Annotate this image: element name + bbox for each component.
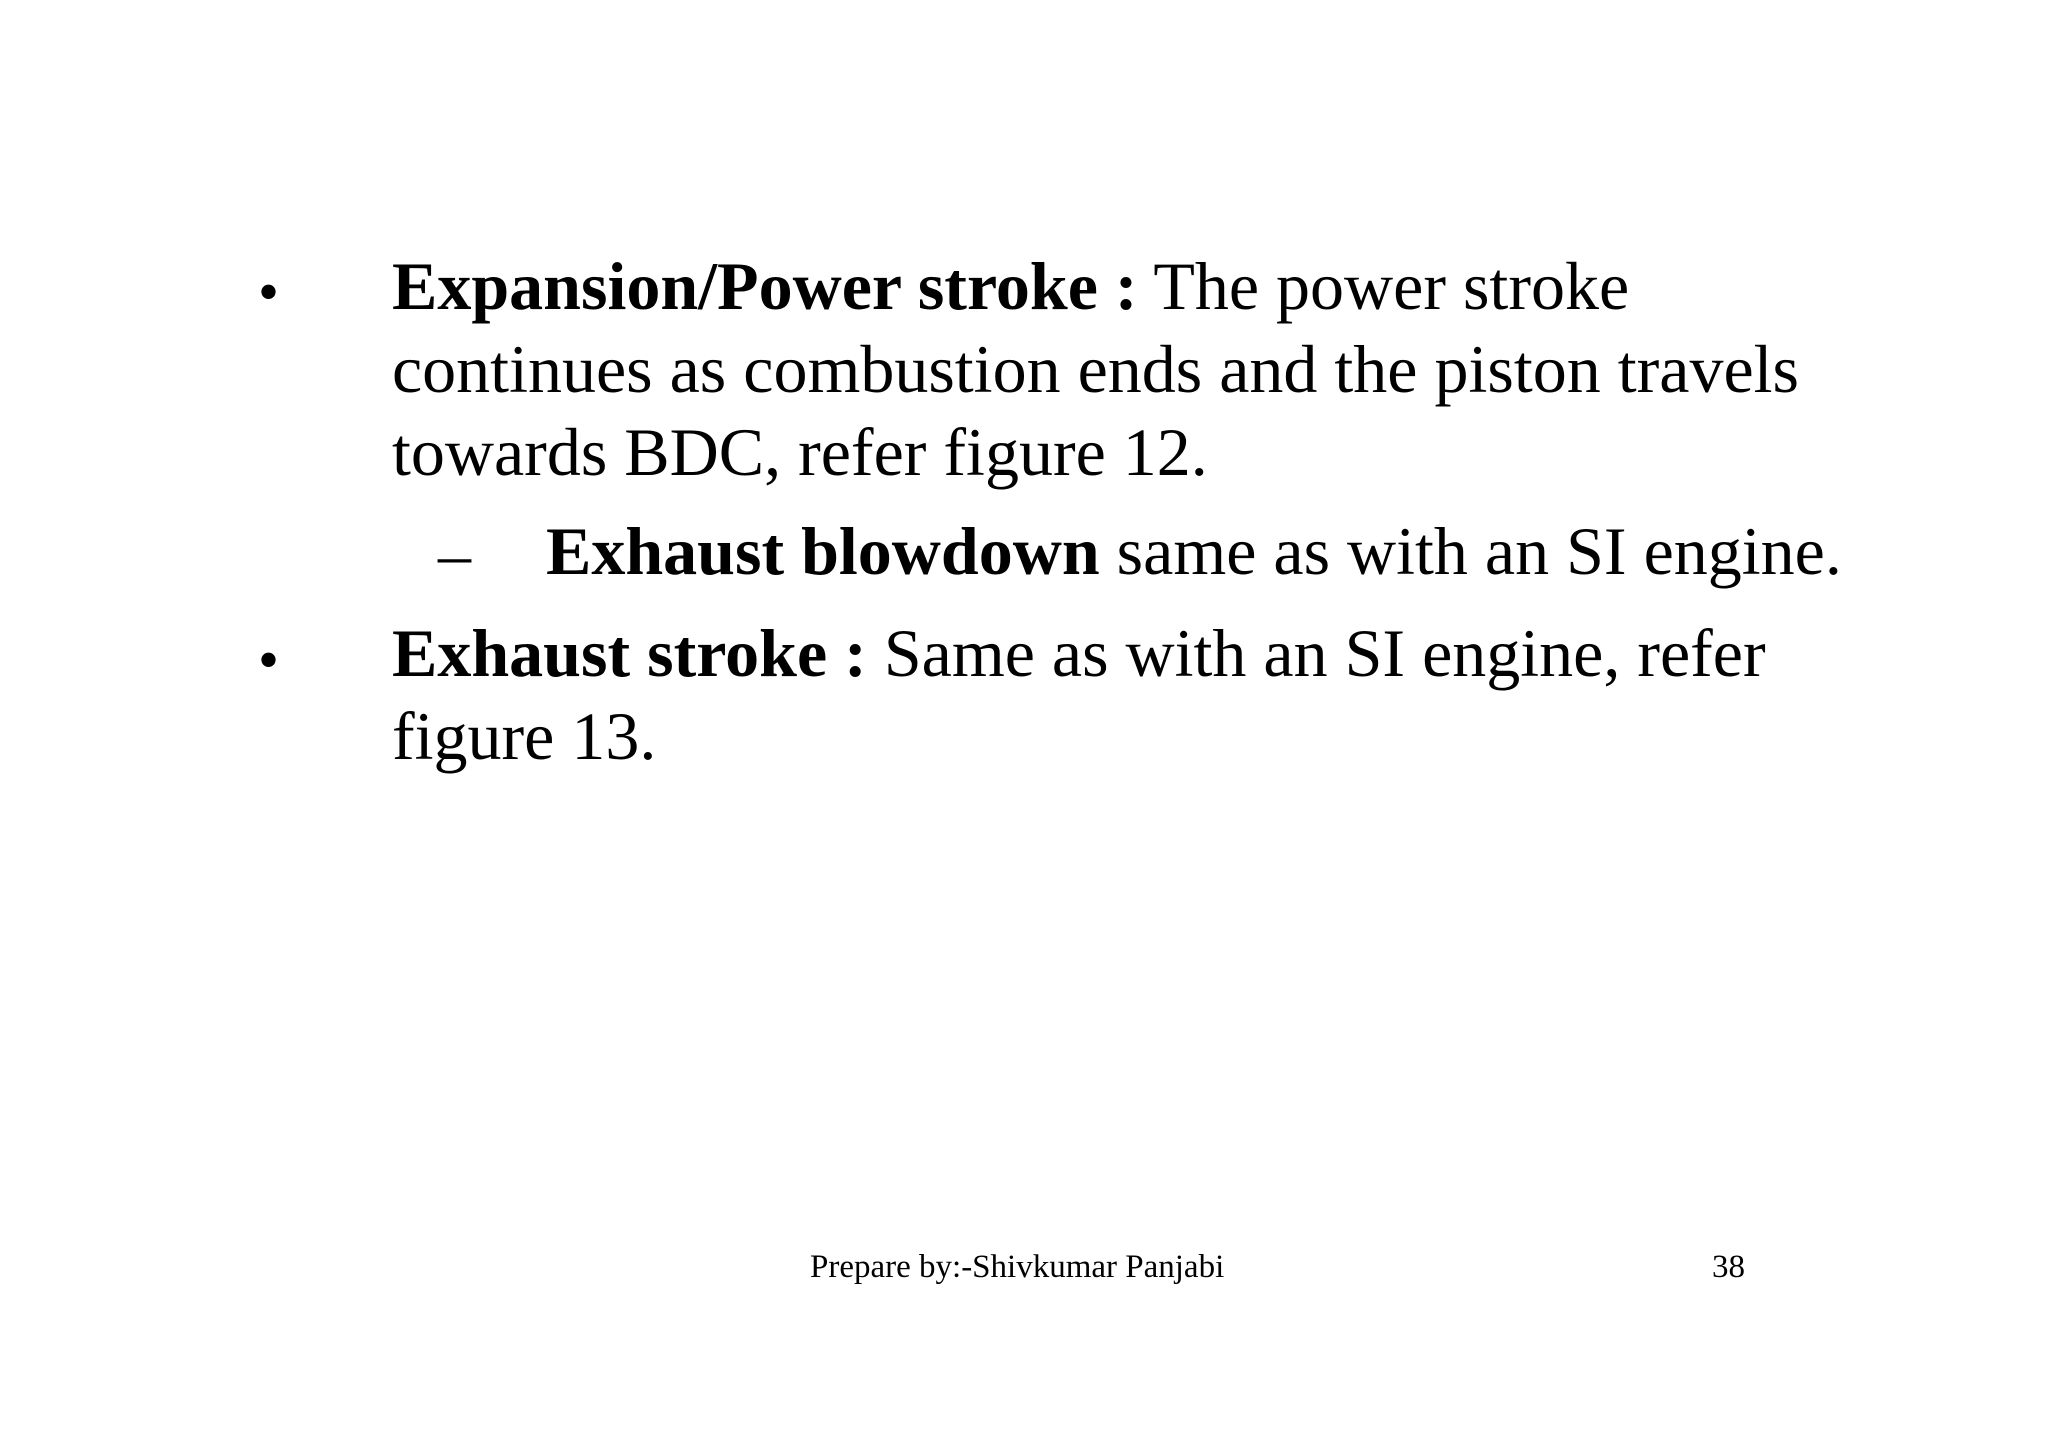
bullet-text: The power stroke [1137, 248, 1630, 324]
bullet-expansion-power-stroke [392, 245, 1799, 494]
sub-bullet-exhaust-blowdown [546, 510, 1842, 593]
bullet-term: Expansion/Power stroke : [392, 248, 1138, 324]
bullet-line: continues as combustion ends and the piston travels [392, 331, 1799, 407]
bullet-line [392, 245, 1799, 328]
bullet-marker: • [258, 627, 280, 693]
footer-author: Prepare by:-Shivkumar Panjabi [810, 1249, 1225, 1285]
bullet-text: Same as with an SI engine, refer [866, 615, 1766, 691]
page-number: 38 [1712, 1249, 1745, 1285]
bullet-line [392, 612, 1766, 695]
bullet-line: figure 13. [392, 698, 657, 774]
bullet-line [546, 510, 1842, 593]
bullet-marker: • [258, 259, 280, 325]
bullet-line: towards BDC, refer figure 12. [392, 414, 1208, 490]
bullet-term: Exhaust blowdown [546, 513, 1100, 589]
bullet-exhaust-stroke [392, 612, 1766, 778]
bullet-term: Exhaust stroke : [392, 615, 867, 691]
bullet-text: same as with an SI engine. [1099, 513, 1842, 589]
sub-bullet-marker: – [438, 518, 471, 591]
